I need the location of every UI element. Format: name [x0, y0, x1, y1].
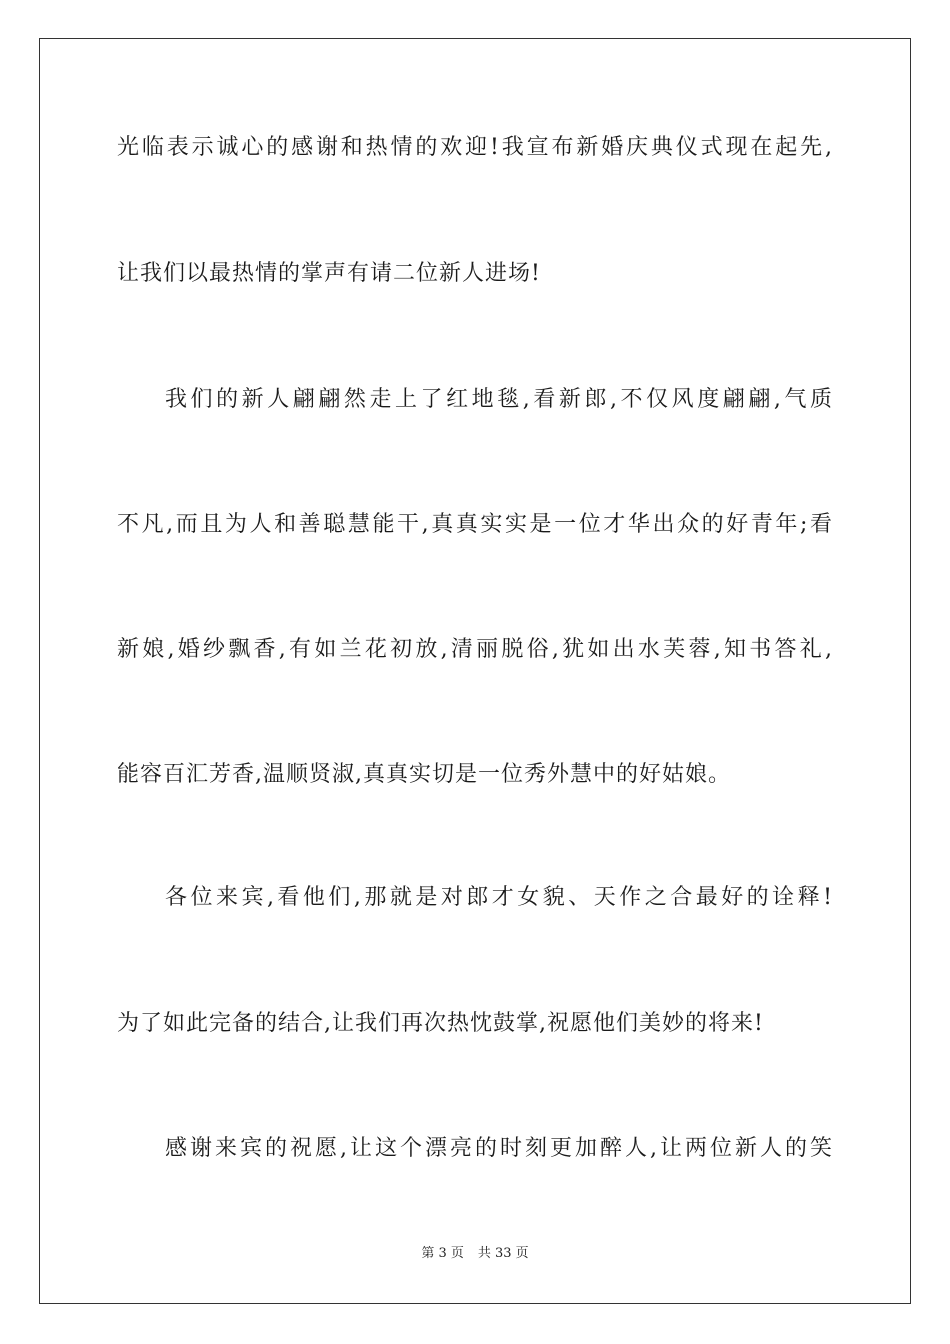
text-line-2: 让我们以最热情的掌声有请二位新人进场! [117, 261, 541, 286]
text-line-7: 各位来宾,看他们,那就是对郎才女貌、天作之合最好的诠释! [165, 885, 833, 910]
page-frame [39, 38, 911, 1304]
page-footer [0, 1245, 950, 1263]
text-line-5: 新娘,婚纱飘香,有如兰花初放,清丽脱俗,犹如出水芙蓉,知书答礼, [117, 637, 833, 662]
text-line-9: 感谢来宾的祝愿,让这个漂亮的时刻更加醉人,让两位新人的笑 [165, 1136, 833, 1161]
text-line-3: 我们的新人翩翩然走上了红地毯,看新郎,不仅风度翩翩,气质 [165, 387, 833, 412]
text-line-6: 能容百汇芳香,温顺贤淑,真真实切是一位秀外慧中的好姑娘。 [117, 762, 731, 787]
total-pages: 共 33 页 [477, 1246, 529, 1261]
text-line-1: 光临表示诚心的感谢和热情的欢迎!我宣布新婚庆典仪式现在起先, [117, 135, 833, 160]
page-number: 第 3 页 [421, 1246, 464, 1261]
text-line-8: 为了如此完备的结合,让我们再次热忱鼓掌,祝愿他们美妙的将来! [117, 1011, 764, 1036]
text-line-4: 不凡,而且为人和善聪慧能干,真真实实是一位才华出众的好青年;看 [117, 512, 833, 537]
